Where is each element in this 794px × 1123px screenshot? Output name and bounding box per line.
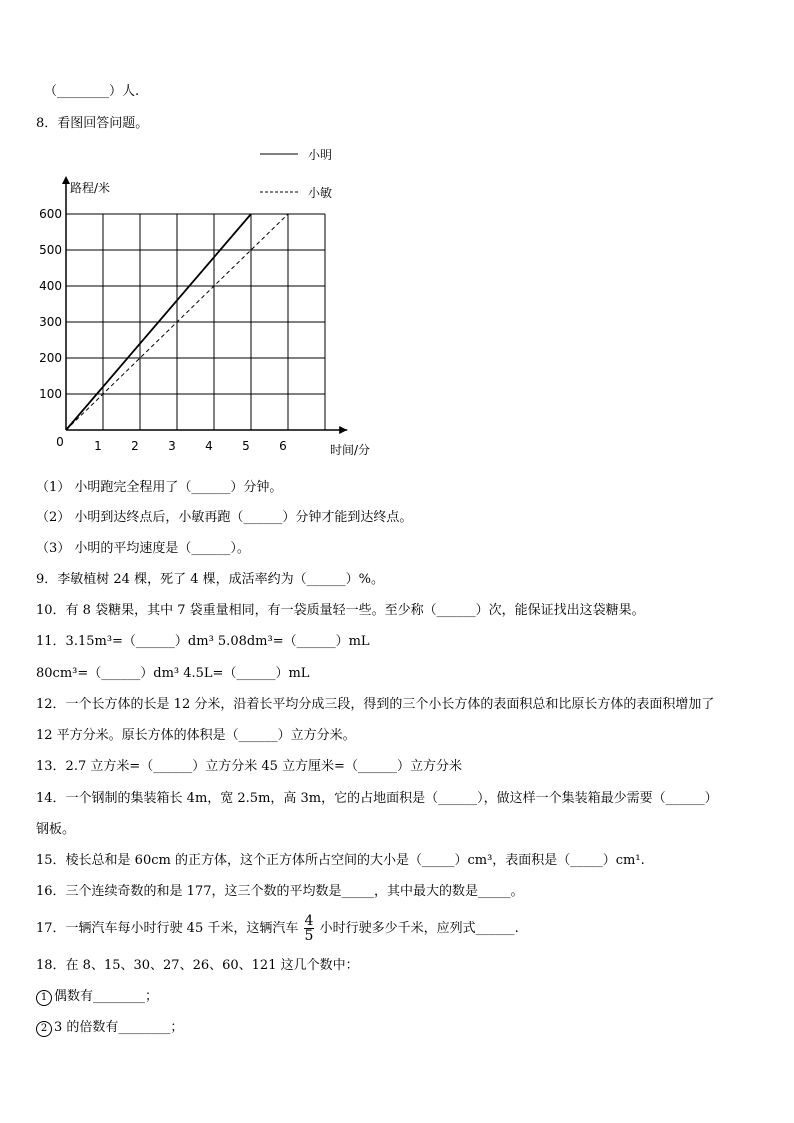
- circled-number-2: 2: [36, 1021, 52, 1037]
- question-9: 9．李敏植树 24 棵，死了 4 棵，成活率约为（______）%。: [36, 572, 384, 587]
- question-14-line-1: 14．一个钢制的集装箱长 4m，宽 2.5m，高 3m，它的占地面积是（______），做这样一个集装箱最少需要（______）: [36, 791, 718, 806]
- x-tick-label: 6: [279, 439, 287, 453]
- question-12-line-1: 12．一个长方体的长是 12 分米，沿着长平均分成三段，得到的三个小长方体的表面积总和比原长方体的表面积增加了: [36, 697, 715, 712]
- question-8-2: （2） 小明到达终点后，小敏再跑（______）分钟才能到达终点。: [36, 510, 413, 525]
- question-8-1: （1） 小明跑完全程用了（______）分钟。: [36, 480, 283, 495]
- question-14-line-2: 钢板。: [36, 822, 76, 837]
- x-axis-arrow: [339, 426, 347, 434]
- x-tick-label: 2: [131, 439, 139, 453]
- question-11-line-2: 80cm³=（______）dm³ 4.5L=（______）mL: [36, 666, 310, 681]
- legend-label-1: 小明: [308, 148, 333, 162]
- y-axis-arrow: [62, 176, 70, 184]
- question-16: 16．三个连续奇数的和是 177，这三个数的平均数是_____，其中最大的数是_____。: [36, 884, 524, 899]
- legend-label-2: 小敏: [308, 186, 333, 200]
- y-axis-label: 路程/米: [70, 181, 111, 195]
- x-axis-label: 时间/分: [330, 443, 371, 457]
- question-8: 8．看图回答问题。: [36, 116, 149, 131]
- x-tick-label: 4: [205, 439, 213, 453]
- x-tick-label: 3: [168, 439, 176, 453]
- x-tick-label: 5: [242, 439, 250, 453]
- question-13: 13．2.7 立方米=（______）立方分米 45 立方厘米=（______）立方分米: [36, 759, 462, 774]
- fraction-four-fifths: [304, 914, 315, 943]
- y-tick-label: 200: [39, 351, 62, 365]
- y-tick-label: 400: [39, 279, 62, 293]
- question-18-2-text: 3 的倍数有________；: [54, 1020, 184, 1035]
- origin-label: 0: [56, 435, 64, 449]
- question-17-text-start: 17．一辆汽车每小时行驶 45 千米，这辆汽车: [36, 921, 299, 936]
- question-18-2: [36, 1018, 183, 1038]
- y-tick-label: 600: [39, 207, 62, 221]
- fraction-denominator: 5: [304, 928, 314, 944]
- question-17-text-end: 小时行驶多少千米，应列式______.: [319, 921, 519, 936]
- x-tick-label: 1: [94, 439, 102, 453]
- question-18: 18．在 8、15、30、27、26、60、121 这几个数中：: [36, 958, 359, 973]
- question-11-line-1: 11．3.15m³=（______）dm³ 5.08dm³=（______）mL: [36, 634, 370, 649]
- distance-time-chart: [30, 140, 390, 460]
- question-18-1-text: 偶数有________；: [54, 989, 159, 1004]
- question-8-3: （3） 小明的平均速度是（______）。: [36, 541, 250, 556]
- question-18-1: [36, 987, 158, 1007]
- circled-number-1: 1: [36, 990, 52, 1006]
- line-answer-people: （________）人.: [44, 84, 140, 99]
- fraction-numerator: 4: [304, 913, 314, 929]
- y-tick-label: 100: [39, 387, 62, 401]
- question-12-line-2: 12 平方分米。原长方体的体积是（______）立方分米。: [36, 728, 356, 743]
- question-17: [36, 914, 519, 943]
- y-tick-label: 500: [39, 243, 62, 257]
- y-tick-label: 300: [39, 315, 62, 329]
- question-10: 10．有 8 袋糖果，其中 7 袋重量相同，有一袋质量轻一些。至少称（______）次，能保证找出这袋糖果。: [36, 603, 645, 618]
- question-15: 15．棱长总和是 60cm 的正方体，这个正方体所占空间的大小是（_____）cm³，表面积是（_____）cm¹.: [36, 853, 645, 868]
